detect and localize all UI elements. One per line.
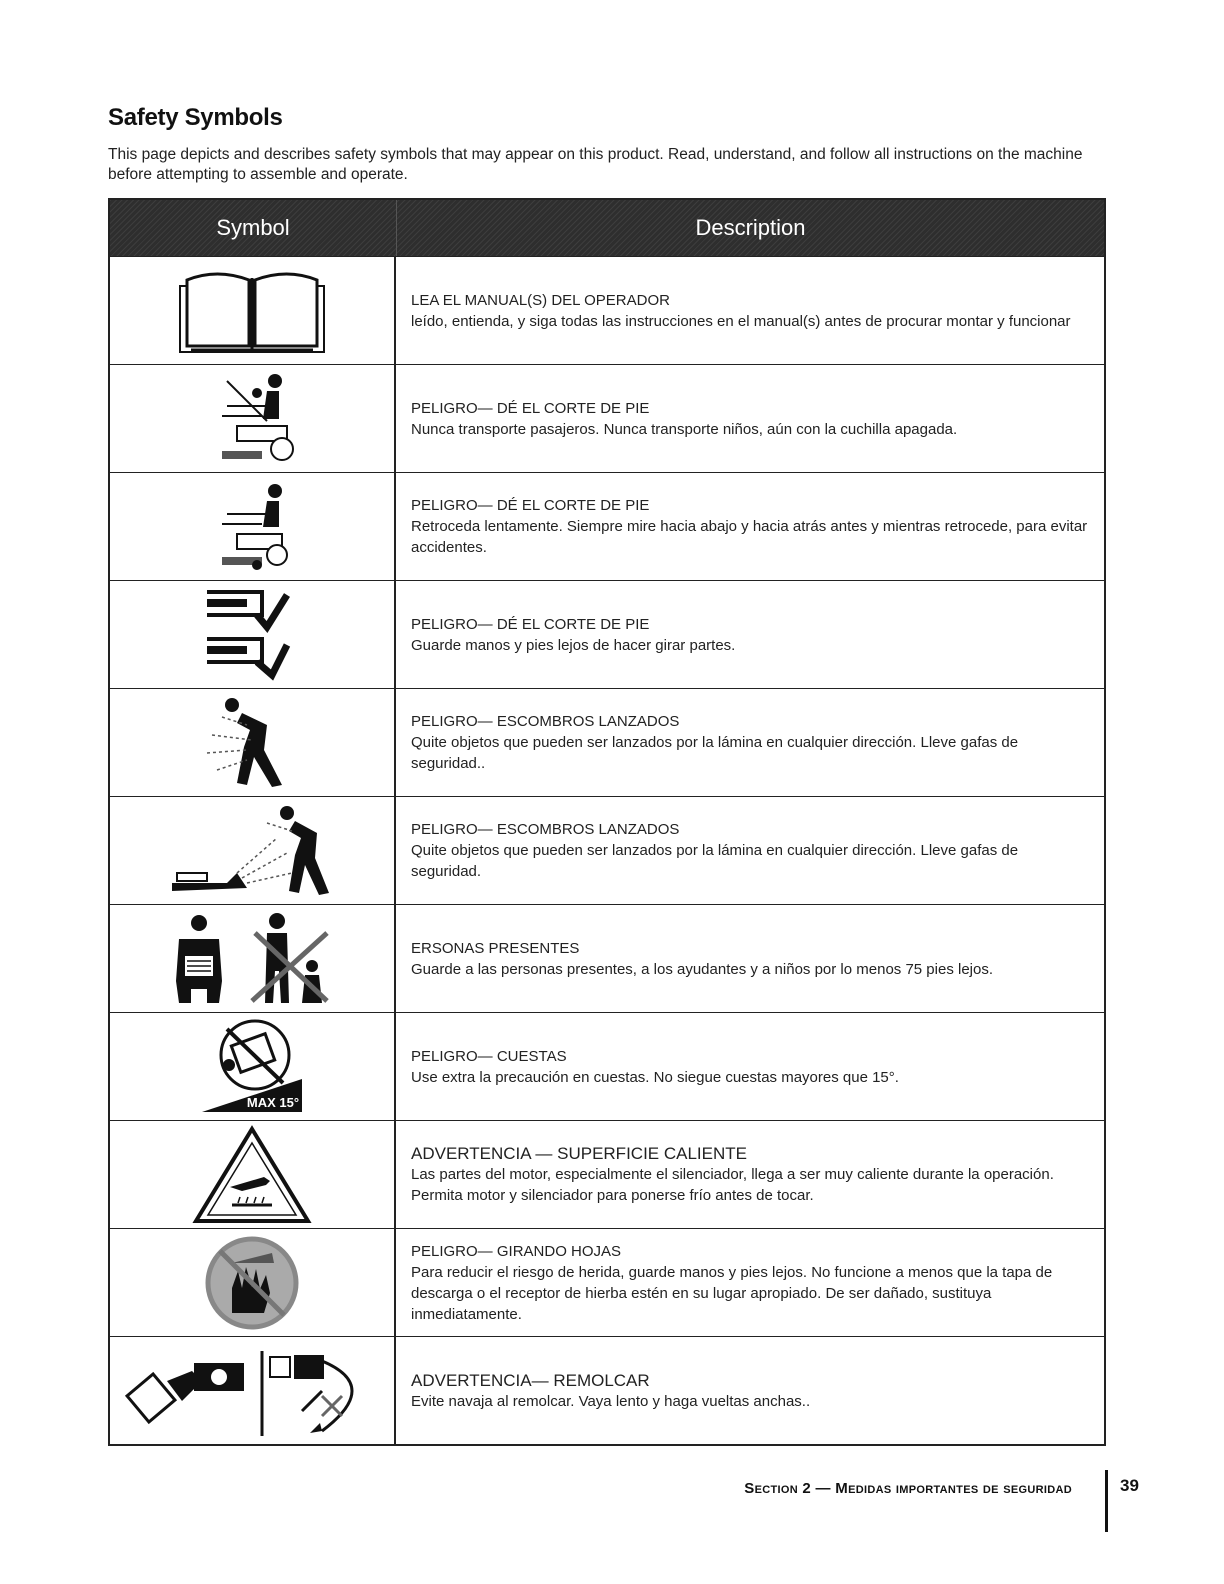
no-passengers-icon bbox=[207, 371, 297, 466]
symbol-cell bbox=[110, 905, 396, 1012]
description-cell bbox=[396, 905, 1104, 1012]
description-cell bbox=[396, 257, 1104, 364]
bystanders-icon bbox=[167, 911, 337, 1006]
row-text: Guarde a las personas presentes, a los ayudantes y a niños por lo menos 75 pies lejos. bbox=[411, 960, 994, 978]
description-cell bbox=[396, 365, 1104, 472]
table-row bbox=[110, 1012, 1104, 1120]
description-cell bbox=[396, 1229, 1104, 1336]
table-row bbox=[110, 580, 1104, 688]
row-text: leído, entienda, y siga todas las instrucciones en el manual(s) antes de procurar montar y funcionar bbox=[411, 312, 1071, 330]
row-heading: PELIGRO— CUESTAS bbox=[411, 1047, 567, 1065]
thrown-debris-mower-icon bbox=[167, 803, 337, 898]
operator-manual-icon bbox=[177, 266, 327, 356]
page-title: Safety Symbols bbox=[108, 104, 283, 131]
table-row bbox=[110, 688, 1104, 796]
table-row bbox=[110, 256, 1104, 364]
symbol-cell bbox=[110, 1013, 396, 1120]
slope-badge-text: MAX 15° bbox=[246, 1094, 300, 1110]
symbol-cell bbox=[110, 1121, 396, 1228]
row-heading: PELIGRO— GIRANDO HOJAS bbox=[411, 1242, 622, 1260]
row-text: Use extra la precaución en cuestas. No siegue cuestas mayores que 15°. bbox=[411, 1068, 899, 1086]
table-row bbox=[110, 904, 1104, 1012]
row-heading: ERSONAS PRESENTES bbox=[411, 939, 580, 957]
row-heading: PELIGRO— DÉ EL CORTE DE PIE bbox=[411, 497, 650, 514]
symbol-cell bbox=[110, 689, 396, 796]
row-text: Retroceda lentamente. Siempre mire hacia abajo y hacia atrás antes y mientras retrocede, para evitar accidentes. bbox=[411, 518, 1088, 556]
row-heading: PELIGRO— DÉ EL CORTE DE PIE bbox=[411, 615, 650, 633]
description-cell bbox=[396, 689, 1104, 796]
row-text: Quite objetos que pueden ser lanzados por la lámina en cualquier dirección. Lleve gafas de seguridad.. bbox=[411, 734, 1019, 772]
description-cell bbox=[396, 581, 1104, 688]
hot-surface-icon bbox=[192, 1125, 312, 1225]
table-row bbox=[110, 1120, 1104, 1228]
row-heading: PELIGRO— ESCOMBROS LANZADOS bbox=[411, 821, 680, 838]
description-cell bbox=[396, 473, 1104, 580]
header-description: Description bbox=[695, 215, 806, 240]
footer-divider bbox=[1105, 1470, 1108, 1532]
row-heading: ADVERTENCIA — SUPERFICIE CALIENTE bbox=[411, 1144, 747, 1163]
footer-section-label: Section 2 — Medidas importantes de seguridad bbox=[744, 1480, 1072, 1497]
intro-paragraph: This page depicts and describes safety symbols that may appear on this product. Read, understand, and follow all instructions on the machine before attempting to assemble and operate. bbox=[108, 146, 1083, 183]
page-number: 39 bbox=[1120, 1476, 1139, 1495]
row-text: Quite objetos que pueden ser lanzados por la lámina en cualquier dirección. Lleve gafas de seguridad. bbox=[411, 842, 1019, 880]
row-text: Guarde manos y pies lejos de hacer girar partes. bbox=[411, 636, 736, 654]
towing-icon bbox=[122, 1341, 382, 1441]
symbol-cell bbox=[110, 365, 396, 472]
row-text: Nunca transporte pasajeros. Nunca transporte niños, aún con la cuchilla apagada. bbox=[411, 420, 958, 438]
hand-foot-blade-icon bbox=[202, 587, 302, 682]
row-text: Evite navaja al remolcar. Vaya lento y haga vueltas anchas.. bbox=[411, 1392, 811, 1410]
rotating-blades-icon bbox=[202, 1233, 302, 1333]
description-cell bbox=[396, 1013, 1104, 1120]
safety-symbols-table bbox=[108, 198, 1106, 1446]
table-row bbox=[110, 1336, 1104, 1444]
table-row bbox=[110, 796, 1104, 904]
symbol-cell bbox=[110, 581, 396, 688]
header-symbol: Symbol bbox=[110, 200, 397, 256]
row-heading: PELIGRO— ESCOMBROS LANZADOS bbox=[411, 713, 680, 730]
table-row bbox=[110, 1228, 1104, 1336]
reverse-caution-icon bbox=[207, 479, 297, 574]
table-row bbox=[110, 364, 1104, 472]
symbol-cell bbox=[110, 257, 396, 364]
symbol-cell bbox=[110, 473, 396, 580]
description-cell bbox=[396, 1121, 1104, 1228]
slope-max-15-icon bbox=[197, 1017, 307, 1117]
description-cell bbox=[396, 797, 1104, 904]
table-row bbox=[110, 472, 1104, 580]
row-heading: LEA EL MANUAL(S) DEL OPERADOR bbox=[411, 291, 670, 309]
table-header bbox=[110, 200, 1104, 256]
row-text: Para reducir el riesgo de herida, guarde manos y pies lejos. No funcione a menos que la tapa de descarga o el receptor de hierba estén en su lugar apropiado. De ser dañado, sustituya inmediatamente. bbox=[411, 1263, 1053, 1323]
symbol-cell bbox=[110, 797, 396, 904]
symbol-cell bbox=[110, 1337, 396, 1444]
row-text: Las partes del motor, especialmente el silenciador, llega a ser muy caliente durante la operación. Permita motor y silenciador para ponerse frío antes de tocar. bbox=[411, 1166, 1054, 1204]
row-heading: PELIGRO— DÉ EL CORTE DE PIE bbox=[411, 399, 650, 417]
description-cell bbox=[396, 1337, 1104, 1444]
thrown-debris-icon bbox=[192, 695, 312, 790]
row-heading: ADVERTENCIA— REMOLCAR bbox=[411, 1370, 650, 1390]
symbol-cell bbox=[110, 1229, 396, 1336]
